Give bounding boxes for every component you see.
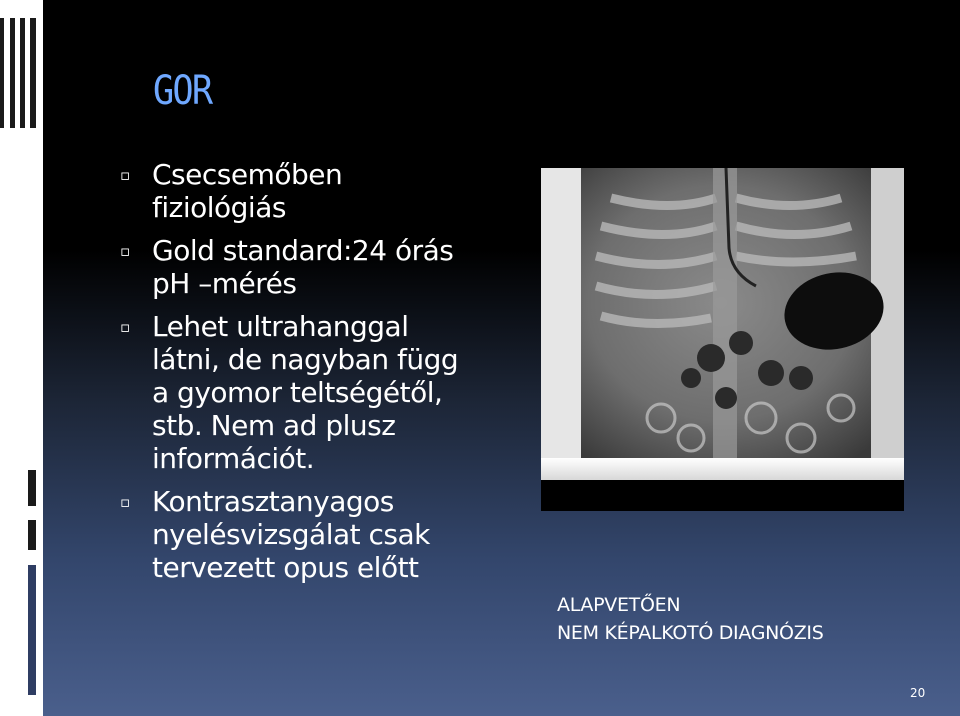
decorative-sidebar [0,0,43,716]
xray-image [541,168,904,511]
list-item [120,485,540,584]
slide-title: GOR [153,68,212,114]
xray-illustration [541,168,904,511]
caption-line-1: ALAPVETŐEN [557,594,681,616]
list-item [120,234,540,300]
bullet-square-icon: ▫ [120,242,131,260]
list-item [120,310,540,475]
bullet-text: Csecsemőben fiziológiás [152,158,343,224]
bullet-text: Kontrasztanyagos nyelésvizsgálat csak tervezett opus előtt [152,485,430,584]
caption-line-2: NEM KÉPALKOTÓ DIAGNÓZIS [557,622,824,644]
page-number: 20 [910,686,926,700]
bullet-text: Gold standard:24 órás pH –mérés [152,234,454,300]
bullet-square-icon: ▫ [120,166,131,184]
bullet-list [120,158,540,594]
bullet-text: Lehet ultrahanggal látni, de nagyban függ a gyomor teltségétől, stb. Nem ad plusz információt. [152,310,459,475]
xray-caption [557,591,824,647]
bullet-square-icon: ▫ [120,318,131,336]
list-item [120,158,540,224]
bullet-square-icon: ▫ [120,493,131,511]
